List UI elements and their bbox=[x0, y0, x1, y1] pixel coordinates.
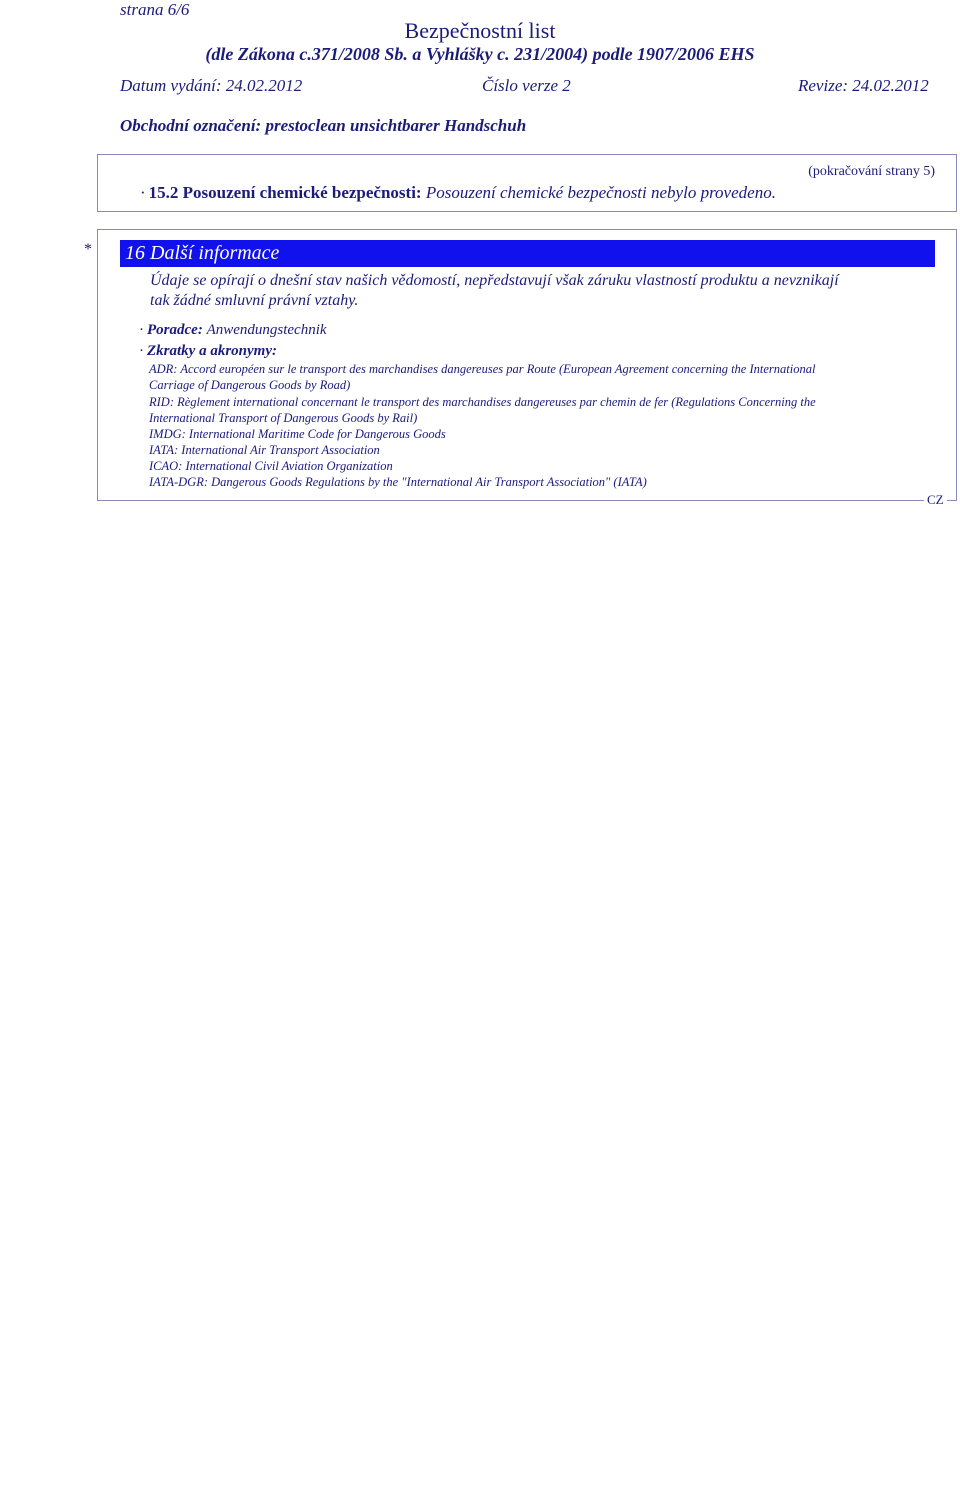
changed-marker: * bbox=[84, 241, 92, 258]
section-15-2-line bbox=[140, 183, 776, 203]
advisor-field bbox=[139, 322, 327, 339]
abbreviation-line: Carriage of Dangerous Goods by Road) bbox=[149, 378, 351, 392]
revision-date: Revize: 24.02.2012 bbox=[798, 76, 929, 95]
bullet: · bbox=[139, 343, 144, 359]
abbreviation-line: IATA: International Air Transport Association bbox=[149, 443, 380, 457]
abbreviation-line: ICAO: International Civil Aviation Organization bbox=[149, 459, 393, 473]
section-16-title: 16 Další informace bbox=[125, 242, 280, 264]
abbreviation-line: International Transport of Dangerous Goods by Rail) bbox=[149, 411, 418, 425]
abbreviation-line: IATA-DGR: Dangerous Goods Regulations by the "International Air Transport Association" (IATA) bbox=[149, 475, 647, 489]
trade-name: Obchodní označení: prestoclean unsichtbarer Handschuh bbox=[120, 116, 527, 135]
abbreviations-label: Zkratky a akronymy: bbox=[147, 343, 277, 359]
continuation-note: (pokračování strany 5) bbox=[808, 164, 935, 179]
issue-date: Datum vydání: 24.02.2012 bbox=[120, 76, 303, 95]
section-15-2-value: Posouzení chemické bezpečnosti nebylo provedeno. bbox=[425, 183, 776, 202]
intro-line-1: Údaje se opírají o dnešní stav našich vědomostí, nepředstavují však záruku vlastností produktu a nevznikají bbox=[150, 272, 839, 289]
abbreviation-line: ADR: Accord européen sur le transport des marchandises dangereuses par Route (European Agreement concerning the International bbox=[149, 362, 816, 376]
abbreviations-field bbox=[139, 343, 277, 360]
version-number: Číslo verze 2 bbox=[482, 76, 571, 95]
bullet: · bbox=[140, 183, 146, 202]
bullet: · bbox=[139, 322, 144, 338]
document-subtitle: (dle Zákona c.371/2008 Sb. a Vyhlášky c. 231/2004) podle 1907/2006 EHS bbox=[205, 44, 755, 64]
section-16-header bbox=[120, 240, 935, 267]
advisor-label: Poradce: bbox=[147, 322, 203, 338]
advisor-value: Anwendungstechnik bbox=[206, 322, 327, 338]
intro-line-2: tak žádné smluvní právní vztahy. bbox=[150, 292, 359, 309]
language-tag: CZ bbox=[924, 492, 947, 508]
abbreviation-line: IMDG: International Maritime Code for Dangerous Goods bbox=[149, 427, 446, 441]
abbreviation-line: RID: Règlement international concernant le transport des marchandises dangereuses par chemin de fer (Regulations Concerning the bbox=[149, 395, 816, 409]
document-title: Bezpečnostní list bbox=[404, 18, 556, 43]
section-15-2-label: 15.2 Posouzení chemické bezpečnosti: bbox=[148, 183, 422, 202]
page-number: strana 6/6 bbox=[120, 0, 190, 19]
